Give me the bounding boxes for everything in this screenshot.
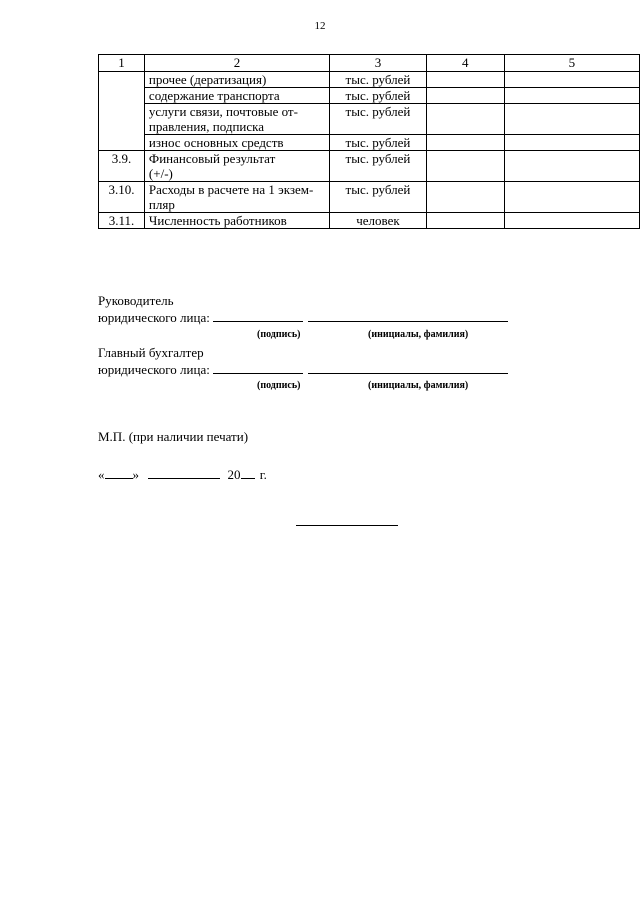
head-name-caption: (инициалы, фамилия): [368, 329, 469, 340]
page-number: 12: [314, 20, 326, 32]
column-header: 5: [504, 55, 639, 72]
accountant-title: Главный бухгалтер: [98, 345, 204, 360]
row-value-cell: [426, 182, 504, 213]
row-value-cell: [426, 72, 504, 88]
row-value-cell: [426, 213, 504, 229]
row-label-cell: [144, 151, 329, 182]
report-table: [98, 54, 640, 229]
row-value-cell: [504, 151, 639, 182]
row-value-cell: [426, 135, 504, 151]
table-row: [99, 182, 640, 213]
date-day-field[interactable]: [105, 466, 133, 479]
table-row: [99, 72, 640, 88]
row-number-cell: 3.10.: [99, 182, 145, 213]
head-name-field[interactable]: [308, 309, 508, 322]
column-header: 2: [144, 55, 329, 72]
row-unit-cell: человек: [330, 213, 427, 229]
accountant-name-field[interactable]: [308, 361, 508, 374]
head-title: Руководитель: [98, 293, 174, 308]
accountant-subtitle: юридического лица:: [98, 362, 210, 377]
row-value-cell: [504, 135, 639, 151]
row-label: Численность работников: [148, 213, 287, 228]
row-unit-cell: тыс. рублей: [330, 151, 427, 182]
date-year-prefix: 20: [227, 467, 241, 482]
row-label: правления, подписка: [148, 119, 265, 134]
row-label-cell: [144, 72, 329, 88]
row-label: услуги связи, почтовые от-: [148, 104, 298, 119]
head-subtitle: юридического лица:: [98, 310, 210, 325]
row-label: пляр: [148, 197, 175, 212]
accountant-signature-field[interactable]: [213, 361, 303, 374]
row-number-cell: [99, 72, 145, 151]
column-header: 3: [330, 55, 427, 72]
row-label: износ основных средств: [148, 135, 284, 150]
row-label: Финансовый результат: [148, 151, 276, 166]
accountant-signature-block: [98, 345, 508, 378]
row-label-cell: [144, 88, 329, 104]
row-value-cell: [504, 72, 639, 88]
table-row: [99, 88, 640, 104]
row-value-cell: [504, 182, 639, 213]
seal-note: М.П. (при наличии печати): [98, 429, 249, 444]
accountant-sign-caption: (подпись): [257, 380, 301, 391]
date-line: [98, 466, 267, 483]
row-value-cell: [504, 88, 639, 104]
end-separator: [296, 525, 398, 526]
date-open-quote: «: [98, 467, 105, 482]
table-row: [99, 135, 640, 151]
row-unit-cell: тыс. рублей: [330, 135, 427, 151]
row-value-cell: [426, 104, 504, 135]
row-unit-cell: тыс. рублей: [330, 88, 427, 104]
row-value-cell: [504, 104, 639, 135]
date-year-field[interactable]: [241, 466, 255, 479]
row-unit-cell: тыс. рублей: [330, 104, 427, 135]
column-header: 1: [99, 55, 145, 72]
date-close-quote: »: [132, 467, 139, 482]
row-value-cell: [504, 213, 639, 229]
row-label: прочее (дератизация): [148, 72, 267, 87]
row-value-cell: [426, 88, 504, 104]
row-unit-cell: тыс. рублей: [330, 182, 427, 213]
row-label-cell: [144, 135, 329, 151]
date-month-field[interactable]: [148, 466, 220, 479]
table-row: [99, 151, 640, 182]
table-row: [99, 213, 640, 229]
accountant-subtitle-line: [98, 361, 508, 378]
table-header-row: [99, 55, 640, 72]
row-label-cell: [144, 213, 329, 229]
row-value-cell: [426, 151, 504, 182]
row-unit-cell: тыс. рублей: [330, 72, 427, 88]
row-label: (+/-): [148, 166, 173, 181]
head-signature-field[interactable]: [213, 309, 303, 322]
date-year-suffix: г.: [259, 467, 267, 482]
head-sign-caption: (подпись): [257, 329, 301, 340]
head-signature-block: [98, 293, 508, 326]
table-row: [99, 104, 640, 135]
accountant-name-caption: (инициалы, фамилия): [368, 380, 469, 391]
row-label: Расходы в расчете на 1 экзем-: [148, 182, 314, 197]
row-label-cell: [144, 182, 329, 213]
row-label: содержание транспорта: [148, 88, 280, 103]
head-subtitle-line: [98, 309, 508, 326]
column-header: 4: [426, 55, 504, 72]
row-number-cell: 3.11.: [99, 213, 145, 229]
row-number-cell: 3.9.: [99, 151, 145, 182]
row-label-cell: [144, 104, 329, 135]
